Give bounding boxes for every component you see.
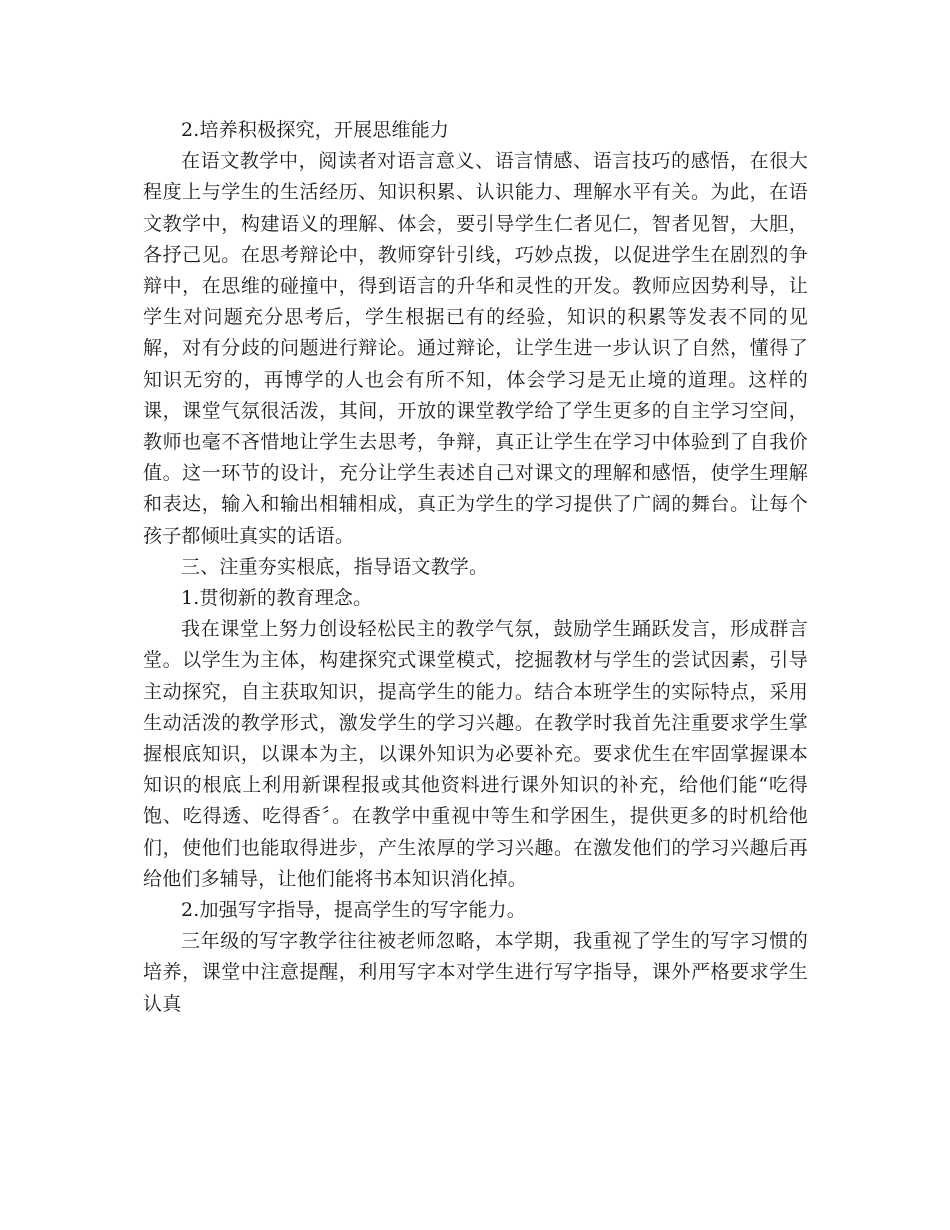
heading-writing-guidance: 2.加强写字指导，提高学生的写字能力。 [181, 899, 526, 922]
paragraph-writing-teaching: 三年级的写字教学往往被老师忽略，本学期，我重视了学生的写字习惯的培养，课堂中注意提醒，利用写字本对学生进行写字指导，课外严格要求学生认真 [143, 930, 808, 1015]
paragraph-classroom-atmosphere: 我在课堂上努力创设轻松民主的教学气氛，鼓励学生踊跃发言，形成群言堂。以学生为主体，构建探究式课堂模式，挖掘教材与学生的尝试因素，引导主动探究，自主获取知识，提高学生的能力。结合本班学生的实际特点，采用生动活泼的教学形式，激发学生的学习兴趣。在教学时我首先注重要求学生掌握根底知识，以课本为主，以课外知识为必要补充。要求优生在牢固掌握课本知识的根底上利用新课程报或其他资料进行课外知识的补充，给他们能“吃得饱、吃得透、吃得香〞。在教学中重视中等生和学困生，提供更多的时机给他们，使他们也能取得进步，产生浓厚的学习兴趣。在激发他们的学习兴趣后再给他们多辅导，让他们能将书本知识消化掉。 [143, 618, 808, 890]
paragraph-debate-teaching: 在语文教学中，阅读者对语言意义、语言情感、语言技巧的感悟，在很大程度上与学生的生活经历、知识积累、认识能力、理解水平有关。为此，在语文教学中，构建语义的理解、体会，要引导学生仁者见仁，智者见智，大胆，各抒己见。在思考辩论中，教师穿针引线，巧妙点拨，以促进学生在剧烈的争辩中，在思维的碰撞中，得到语言的升华和灵性的开发。教师应因势利导，让学生对问题充分思考后，学生根据已有的经验，知识的积累等发表不同的见解，对有分歧的问题进行辩论。通过辩论，让学生进一步认识了自然，懂得了知识无穷的，再博学的人也会有所不知，体会学习是无止境的道理。这样的课，课堂气氛很活泼，其间，开放的课堂教学给了学生更多的自主学习空间，教师也毫不吝惜地让学生去思考，争辩，真正让学生在学习中体验到了自我价值。这一环节的设计，充分让学生表述自己对课文的理解和感悟，使学生理解和表达，输入和输出相辅相成，真正为学生的学习提供了广阔的舞台。让每个孩子都倾吐真实的话语。 [143, 150, 808, 547]
document-body [143, 115, 808, 1020]
heading-inquiry-thinking: 2.培养积极探究，开展思维能力 [181, 119, 450, 141]
heading-new-concept: 1.贯彻新的教育理念。 [181, 587, 373, 610]
heading-section-three: 三、注重夯实根底，指导语文教学。 [181, 555, 489, 578]
